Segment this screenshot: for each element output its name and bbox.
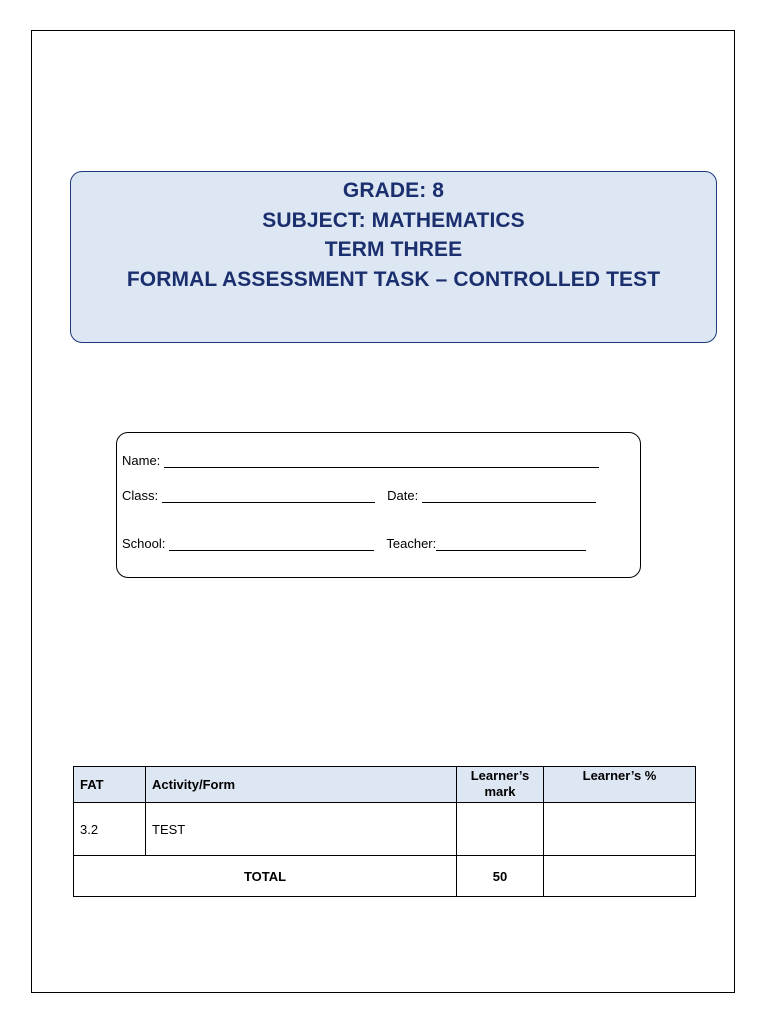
date-label: Date: [387, 488, 419, 503]
date-field[interactable] [422, 490, 596, 503]
teacher-label: Teacher: [386, 536, 437, 551]
cell-learner-percent[interactable] [544, 803, 696, 856]
class-field[interactable] [162, 490, 375, 503]
subject-heading: SUBJECT: MATHEMATICS [262, 208, 525, 232]
cell-fat: 3.2 [74, 803, 146, 856]
school-label: School: [122, 536, 166, 551]
class-row [122, 488, 596, 503]
grade-heading: GRADE: 8 [342, 179, 445, 202]
table-row [74, 803, 696, 856]
teacher-field[interactable] [436, 538, 586, 551]
header-learner-percent: Learner’s % [544, 767, 696, 803]
table-header-row [74, 767, 696, 803]
name-field[interactable] [164, 455, 599, 468]
school-field[interactable] [169, 538, 374, 551]
header-fat: FAT [74, 767, 146, 803]
total-value: 50 [457, 856, 544, 897]
header-learner-mark: Learner’s mark [457, 767, 544, 803]
class-label: Class: [122, 488, 159, 503]
task-heading: FORMAL ASSESSMENT TASK – CONTROLLED TEST [126, 267, 661, 291]
name-row [122, 453, 599, 468]
title-box [70, 171, 717, 343]
learner-info-box [116, 432, 641, 578]
school-row [122, 536, 586, 551]
header-activity: Activity/Form [146, 767, 457, 803]
term-heading: TERM THREE [324, 238, 463, 261]
cell-learner-mark[interactable] [457, 803, 544, 856]
score-table [73, 766, 696, 897]
name-label: Name: [122, 453, 161, 468]
cell-activity: TEST [146, 803, 457, 856]
total-label: TOTAL [74, 856, 457, 897]
total-percent[interactable] [544, 856, 696, 897]
total-row [74, 856, 696, 897]
